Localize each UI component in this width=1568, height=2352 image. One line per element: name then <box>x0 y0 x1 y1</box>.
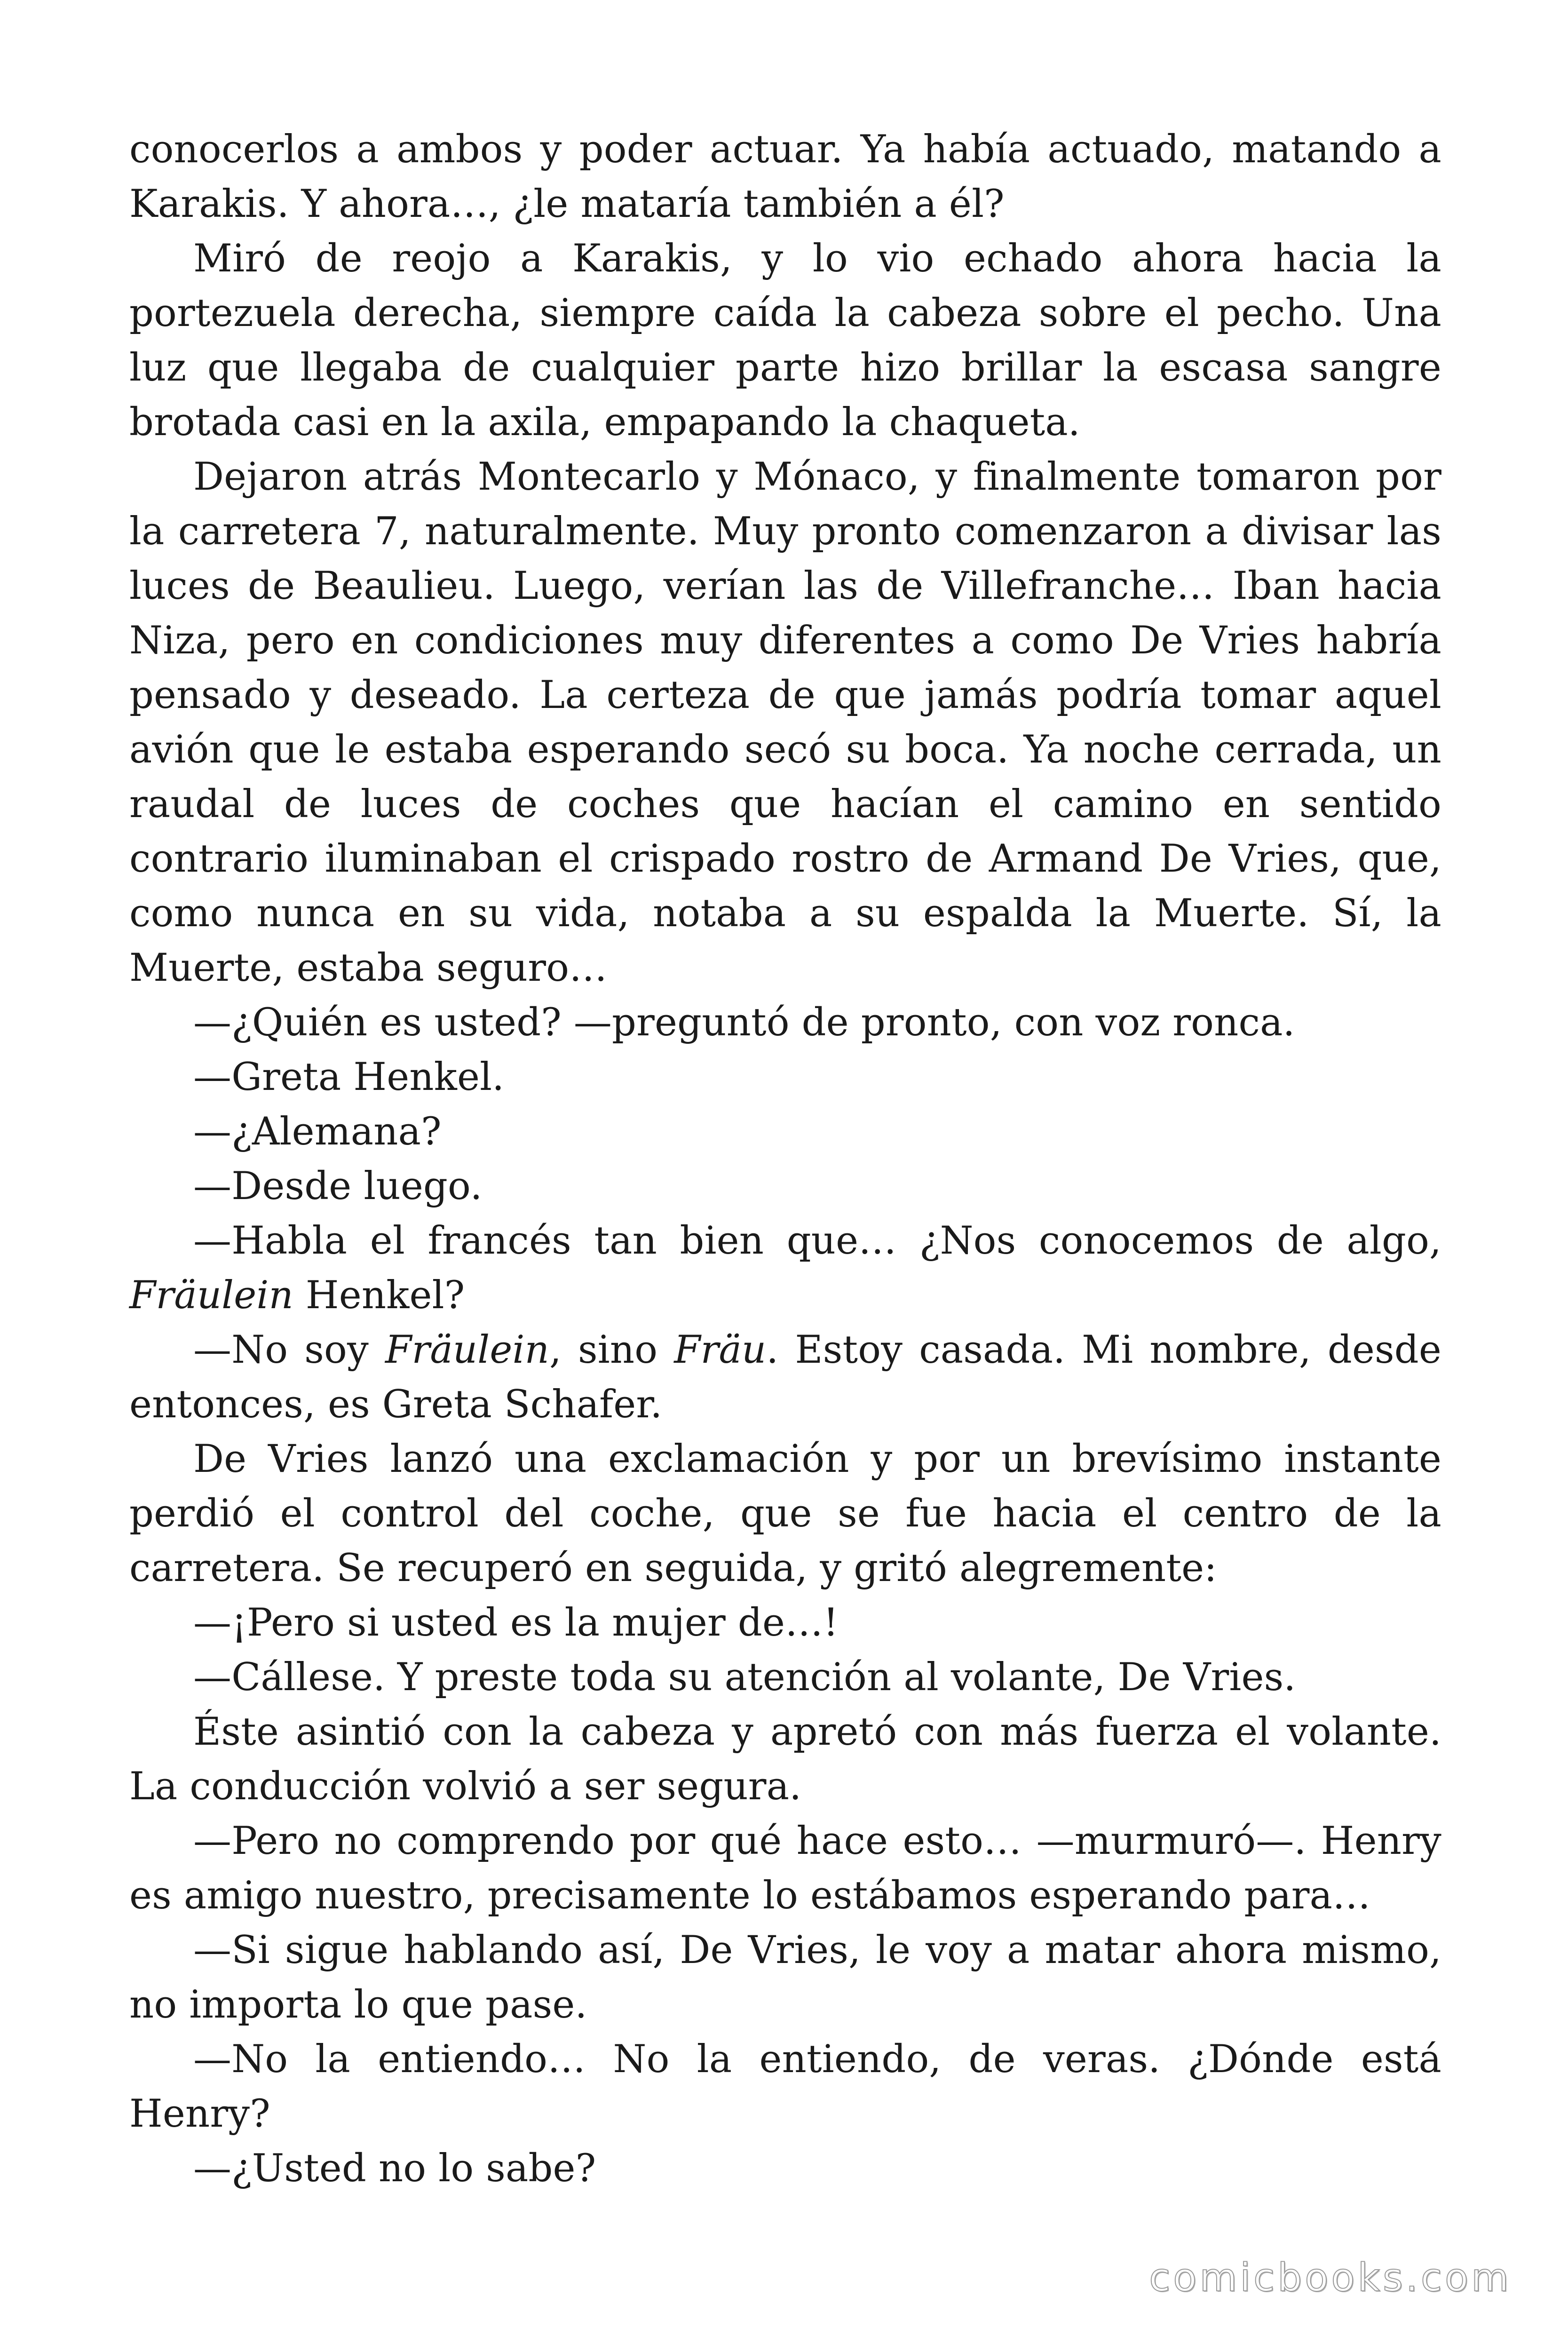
text-run: —No la entiendo… No la entiendo, de veras. ¿Dónde está Henry? <box>129 2037 1441 2136</box>
text-run: —¿Quién es usted? —preguntó de pronto, con voz ronca. <box>193 1001 1295 1045</box>
paragraph <box>129 450 1441 995</box>
text-run: —Greta Henkel. <box>193 1055 505 1099</box>
text-run: —¿Usted no lo sabe? <box>193 2146 596 2191</box>
dialogue-line <box>129 2032 1441 2141</box>
text-run: —Desde luego. <box>193 1164 483 1208</box>
paragraph <box>129 122 1441 231</box>
text-run: —Pero no comprendo por qué hace esto… —murmuró—. Henry es amigo nuestro, precisamente lo estábamos esperando para… <box>129 1819 1441 1918</box>
text-run: —Si sigue hablando así, De Vries, le voy a matar ahora mismo, no importa lo que pase. <box>129 1928 1441 2027</box>
italic-text: Fräulein <box>129 1273 293 1318</box>
italic-text: Fräu <box>674 1328 767 1372</box>
dialogue-line <box>129 1596 1441 1650</box>
paragraph <box>129 1705 1441 1814</box>
watermark: comicbooks.com <box>1149 2256 1512 2300</box>
paragraph <box>129 231 1441 450</box>
page-body <box>129 122 1441 2196</box>
dialogue-line <box>129 995 1441 1050</box>
dialogue-line <box>129 2141 1441 2196</box>
dialogue-line <box>129 1650 1441 1705</box>
text-run: . Estoy casada. Mi nombre, desde entonces, es Greta Schafer. <box>129 1328 1441 1427</box>
paragraph <box>129 1432 1441 1596</box>
dialogue-line <box>129 1104 1441 1159</box>
text-run: conocerlos a ambos y poder actuar. Ya había actuado, matando a Karakis. Y ahora…, ¿le mataría también a él? <box>129 127 1441 226</box>
text-run: —Habla el francés tan bien que… ¿Nos conocemos de algo, <box>193 1219 1441 1263</box>
dialogue-line <box>129 1050 1441 1104</box>
text-run: —No soy <box>193 1328 386 1372</box>
italic-text: Fräulein <box>385 1328 549 1372</box>
text-run: —¿Alemana? <box>193 1110 442 1154</box>
text-run: De Vries lanzó una exclamación y por un brevísimo instante perdió el control del coche, que se fue hacia el centro de la carretera. Se recuperó en seguida, y gritó alegremente: <box>129 1437 1441 1590</box>
dialogue-line <box>129 1923 1441 2032</box>
text-run: —Cállese. Y preste toda su atención al volante, De Vries. <box>193 1655 1296 1700</box>
text-run: , sino <box>549 1328 674 1372</box>
dialogue-line <box>129 1814 1441 1923</box>
dialogue-line <box>129 1323 1441 1432</box>
text-run: Miró de reojo a Karakis, y lo vio echado ahora hacia la portezuela derecha, siempre caída la cabeza sobre el pecho. Una luz que llegaba de cualquier parte hizo brillar la escasa sangre brotada casi en la axila, empapando la chaqueta. <box>129 237 1441 445</box>
dialogue-line <box>129 1214 1441 1323</box>
text-run: Dejaron atrás Montecarlo y Mónaco, y finalmente tomaron por la carretera 7, naturalmente. Muy pronto comenzaron a divisar las luces de Beaulieu. Luego, verían las de Villefranche… Iban hacia Niza, pero en condiciones muy diferentes a como De Vries habría pensado y deseado. La certeza de que jamás podría tomar aquel avión que le estaba esperando secó su boca. Ya noche cerrada, un raudal de luces de coches que hacían el camino en sentido contrario iluminaban el crispado rostro de Armand De Vries, que, como nunca en su vida, notaba a su espalda la Muerte. Sí, la Muerte, estaba seguro… <box>129 455 1441 990</box>
dialogue-line <box>129 1159 1441 1214</box>
text-run: Éste asintió con la cabeza y apretó con más fuerza el volante. La conducción volvió a ser segura. <box>129 1710 1441 1809</box>
text-run: —¡Pero si usted es la mujer de…! <box>193 1601 839 1645</box>
text-run: Henkel? <box>293 1273 465 1318</box>
